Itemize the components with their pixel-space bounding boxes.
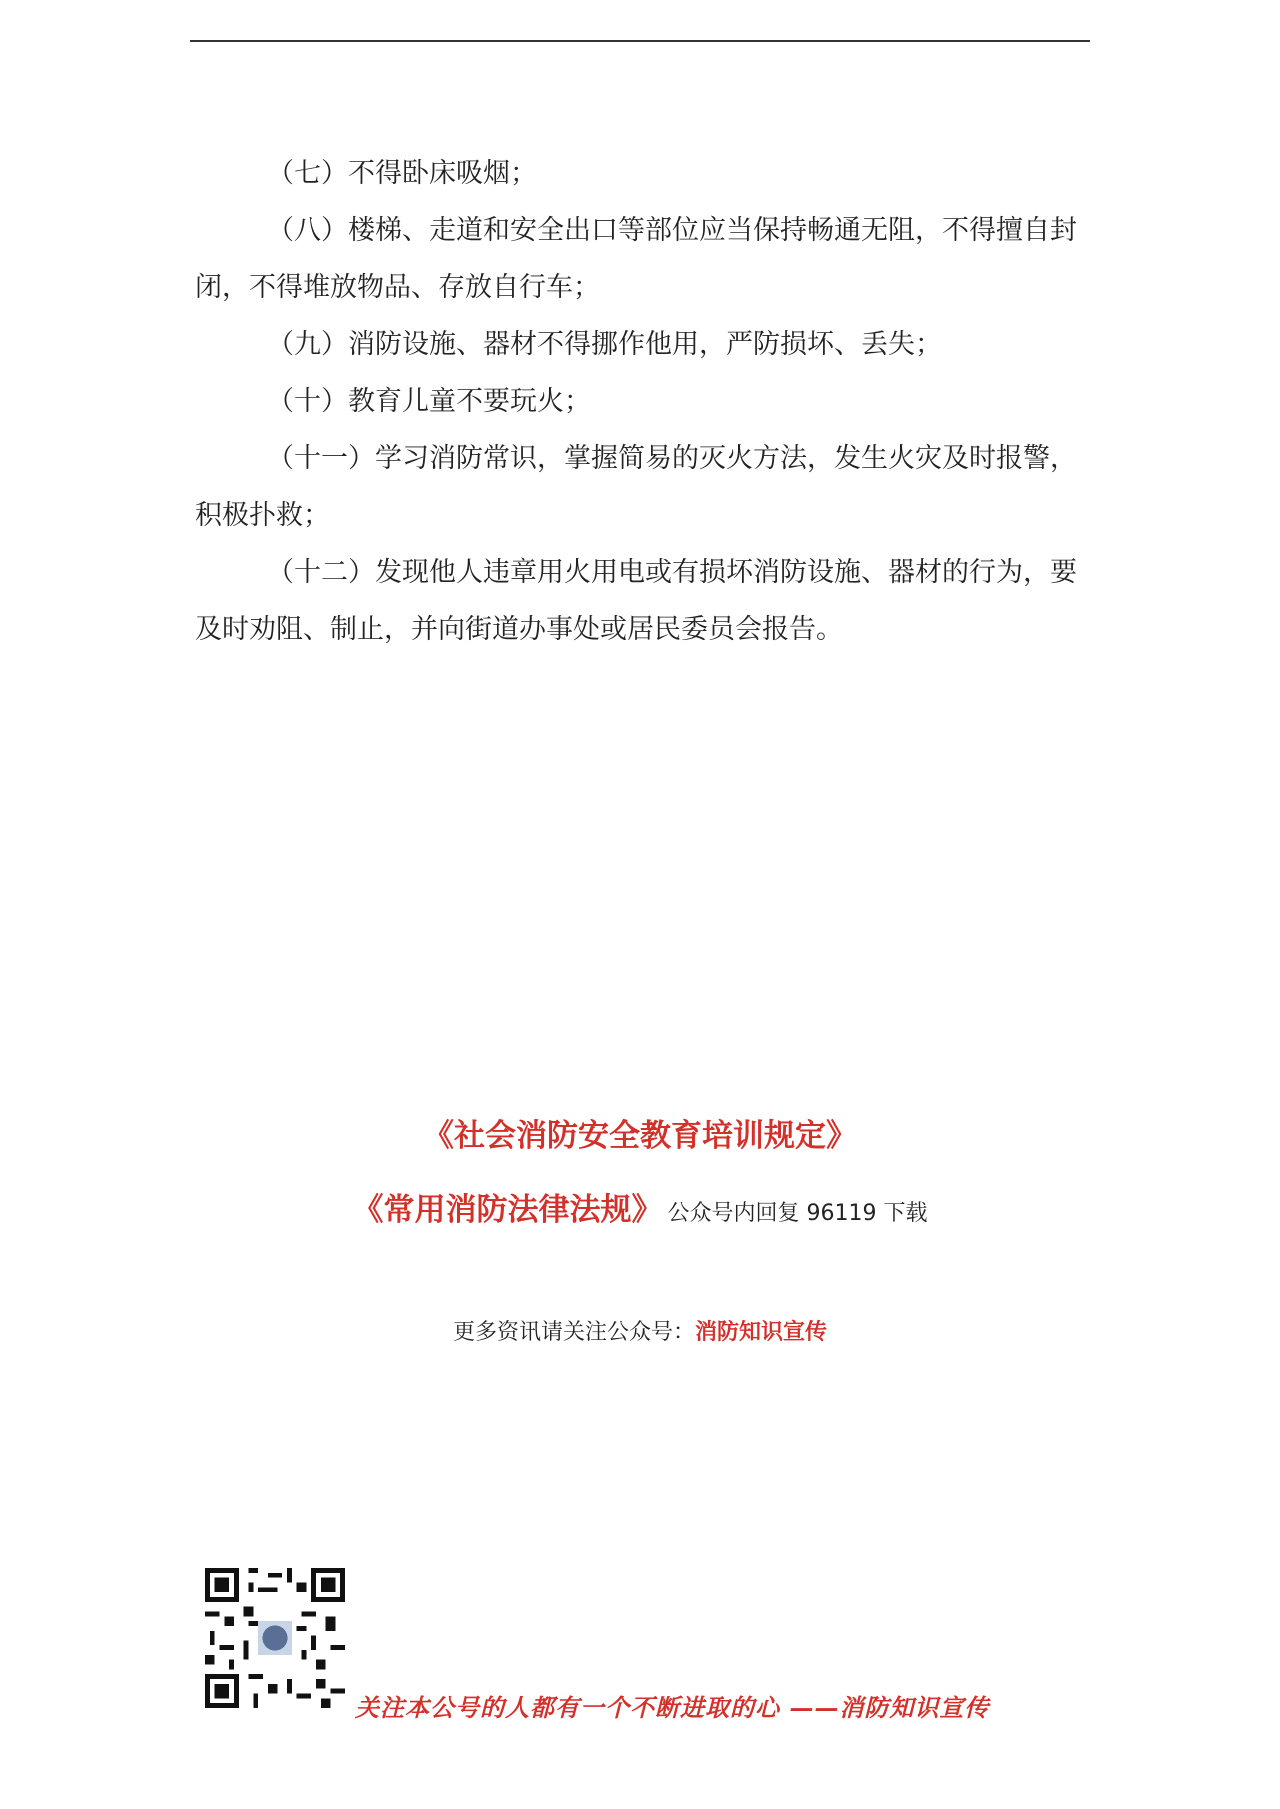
qr-code-icon (205, 1568, 345, 1708)
slogan: 关注本公号的人都有一个不断进取的心 ——消防知识宣传 (355, 1693, 990, 1722)
regulation-title: 《社会消防安全教育培训规定》 (423, 1118, 857, 1154)
law-title: 《常用消防法律法规》 (352, 1192, 663, 1228)
list-item: （十）教育儿童不要玩火； (267, 386, 591, 417)
header-rule (190, 40, 1090, 42)
list-item: （九）消防设施、器材不得挪作他用，严防损坏、丢失； (267, 329, 942, 360)
follow-prefix: 更多资讯请关注公众号： (452, 1320, 695, 1345)
list-item: （十二）发现他人违章用火用电或有损坏消防设施、器材的行为，要及时劝阻、制止，并向街道办事处或居民委员会报告。 (195, 557, 1077, 645)
account-name: 消防知识宣传 (695, 1320, 828, 1345)
list-item: （七）不得卧床吸烟； (267, 158, 537, 189)
list-item: （八）楼梯、走道和安全出口等部位应当保持畅通无阻，不得擅自封闭，不得堆放物品、存放自行车； (195, 215, 1077, 303)
reply-note: 公众号内回复 96119 下载 (667, 1201, 928, 1226)
promo-title-2 (0, 1184, 1280, 1229)
promo-title-1 (0, 1110, 1280, 1155)
follow-line (0, 1315, 1280, 1346)
regulation-list (195, 145, 1095, 658)
list-item: （十一）学习消防常识，掌握简易的灭火方法，发生火灾及时报警，积极扑救； (195, 443, 1077, 531)
